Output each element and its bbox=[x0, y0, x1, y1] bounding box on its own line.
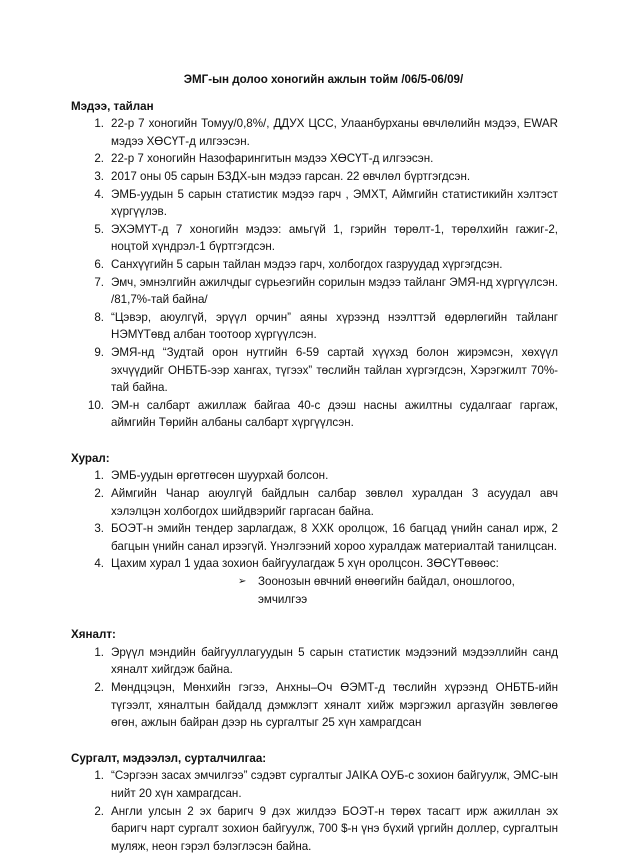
item-number: 1. bbox=[94, 117, 104, 131]
item-number: 9. bbox=[94, 345, 104, 359]
bullet-list bbox=[71, 573, 558, 608]
section-heading: Хяналт: bbox=[71, 628, 116, 642]
item-number: 1. bbox=[94, 469, 104, 483]
item-text: 2017 оны 05 сарын БЗДХ-ын мэдээ гарсан. 22 өвчлөл бүртгэгдсэн. bbox=[111, 169, 471, 183]
list-item bbox=[71, 644, 558, 679]
item-number: 2. bbox=[94, 152, 104, 166]
item-text: Цахим хурал 1 удаа зохион байгуулагдаж 5 хүн оролцсон. ЗӨСҮТөвөөс: bbox=[111, 557, 499, 571]
list-item bbox=[71, 767, 558, 802]
list-item bbox=[71, 520, 558, 555]
numbered-list bbox=[71, 644, 558, 732]
item-text: “Цэвэр, аюулгүй, эрүүл орчин” аяны хүрээнд нээлттэй өдөрлөгийн тайланг НЭМҮТөвд албан тоотоор хүргүүлсэн. bbox=[111, 310, 558, 342]
section-heading: Хурал: bbox=[71, 451, 110, 465]
numbered-list bbox=[71, 767, 558, 855]
numbered-list bbox=[71, 467, 558, 573]
list-item bbox=[71, 186, 558, 221]
item-text: Англи улсын 2 эх баригч 9 дэх жилдээ БОЭТ-н төрөх тасагт ирж ажиллан эх баригч нарт сургалт зохион байгуулж, 700 $-н үнэ бүхий үргийн доллер, сургалтын муляж, неон гэрэл бэлэглэсэн байна. bbox=[111, 804, 558, 853]
item-text: Аймгийн Чанар аюулгүй байдлын салбар зөвлөл хуралдан 3 асуудал авч хэлэлцэн холбогдох шийдвэрийг гаргасан байна. bbox=[111, 487, 558, 518]
item-text: ЭХЭМҮТ-д 7 хоногийн мэдээ: амьгүй 1, гэрийн төрөлт-1, төрөлхийн гажиг-2, ноцтой хүндрэл-1 бүртгэгдсэн. bbox=[111, 222, 558, 254]
item-number: 10. bbox=[87, 398, 104, 412]
item-number: 3. bbox=[94, 522, 104, 536]
section-monitoring bbox=[71, 626, 558, 732]
item-text: 22-р 7 хоногийн Томуу/0,8%/, ДДУХ ЦСС, Улаанбурханы өвчлөлийн мэдээ, EWAR мэдээ ХӨСҮТ-д илгээсэн. bbox=[111, 117, 558, 148]
item-text: ЭМБ-уудын 5 сарын статистик мэдээ гарч , ЭМХТ, Аймгийн статистикийн хэлтэст хүргүүлэв. bbox=[111, 187, 558, 219]
section-heading: Сургалт, мэдээлэл, сурталчилгаа: bbox=[71, 751, 267, 765]
list-item bbox=[71, 115, 558, 150]
list-item bbox=[71, 555, 558, 573]
item-text: Мөндцэцэн, Мөнхийн гэгээ, Анхны–Оч ӨЭМТ-д төслийн хүрээнд ОНБТБ-ийн түгээлт, хяналтын байдалд дэмжлэгт хяналт хийж мэргэжил аргазүйн зөвлөгөө өгөн, ажлын байран дээр нь сургалтыг 25 хүн хамрагдсан bbox=[111, 681, 558, 730]
item-number: 4. bbox=[94, 557, 104, 571]
item-number: 6. bbox=[94, 257, 104, 271]
section-heading: Мэдээ, тайлан bbox=[71, 99, 154, 113]
list-item bbox=[71, 679, 558, 732]
arrow-bullet-icon: ➢ bbox=[238, 576, 247, 588]
bullet-item bbox=[238, 573, 558, 608]
item-number: 5. bbox=[94, 222, 104, 236]
item-number: 8. bbox=[94, 310, 104, 324]
item-text: ЭМ-н салбарт ажиллаж байгаа 40-с дээш насны ажилтны судалгааг гаргаж, аймгийн Төрийн албаны салбарт хүргүүлсэн. bbox=[111, 398, 558, 430]
list-item bbox=[71, 309, 558, 344]
item-text: Санхүүгийн 5 сарын тайлан мэдээ гарч, холбогдох газруудад хүргэгдсэн. bbox=[111, 257, 503, 271]
item-number: 2. bbox=[94, 487, 104, 501]
list-item bbox=[71, 344, 558, 397]
item-number: 3. bbox=[94, 169, 104, 183]
section-training bbox=[71, 750, 558, 855]
item-number: 1. bbox=[94, 769, 104, 783]
item-number: 7. bbox=[94, 275, 104, 289]
item-text: “Сэргээн засах эмчилгээ” сэдэвт сургалтыг JAIKA ОУБ-с зохион байгуулж, ЭМС-ын нийт 20 хүн хамрагдсан. bbox=[111, 769, 558, 800]
list-item bbox=[71, 397, 558, 432]
list-item bbox=[71, 221, 558, 256]
item-text: Эрүүл мэндийн байгууллагуудын 5 сарын статистик мэдээний мэдээллийн санд хяналт хийгдэж байна. bbox=[111, 645, 558, 677]
list-item bbox=[71, 467, 558, 485]
section-meetings bbox=[71, 450, 558, 608]
item-text: 22-р 7 хоногийн Назофарингитын мэдээ ХӨСҮТ-д илгээсэн. bbox=[111, 152, 434, 166]
list-item bbox=[71, 274, 558, 309]
section-reports bbox=[71, 98, 558, 432]
item-number: 2. bbox=[94, 681, 104, 694]
list-item bbox=[71, 150, 558, 168]
item-text: БОЭТ-н эмийн тендер зарлагдаж, 8 ХХК оролцож, 16 багцад үнийн санал ирж, 2 багцын үнийн санал ирээгүй. Үнэлгээний хороо хуралдаж материалтай танилцсан. bbox=[111, 522, 558, 553]
list-item bbox=[71, 168, 558, 186]
bullet-text: Зоонозын өвчний өнөөгийн байдал, оношлогоо, эмчилгээ bbox=[258, 575, 515, 606]
item-text: ЭМБ-уудын өргөтгөсөн шуурхай болсон. bbox=[111, 469, 329, 483]
document-title: ЭМГ-ын долоо хоногийн ажлын тойм /06/5-06/09/ bbox=[183, 73, 464, 86]
list-item bbox=[71, 256, 558, 274]
item-number: 1. bbox=[94, 645, 104, 659]
item-number: 2. bbox=[94, 804, 104, 818]
list-item bbox=[71, 485, 558, 520]
item-text: ЭМЯ-нд “Зудтай орон нутгийн 6-59 сартай хүүхэд болон жирэмсэн, хөхүүл эхчүүдийг ОНБТБ-ээр хангах, түгээх” төслийн тайлан хүргэгдсэн, Хэрэгжилт 70%-тай байна. bbox=[111, 345, 558, 395]
numbered-list bbox=[71, 115, 558, 432]
item-text: Эмч, эмнэлгийн ажилчдыг сүрьеэгийн сорилын мэдээ тайланг ЭМЯ-нд хүргүүлсэн. /81,7%-тай байна/ bbox=[111, 275, 558, 307]
item-number: 4. bbox=[94, 187, 104, 201]
list-item bbox=[71, 803, 558, 855]
